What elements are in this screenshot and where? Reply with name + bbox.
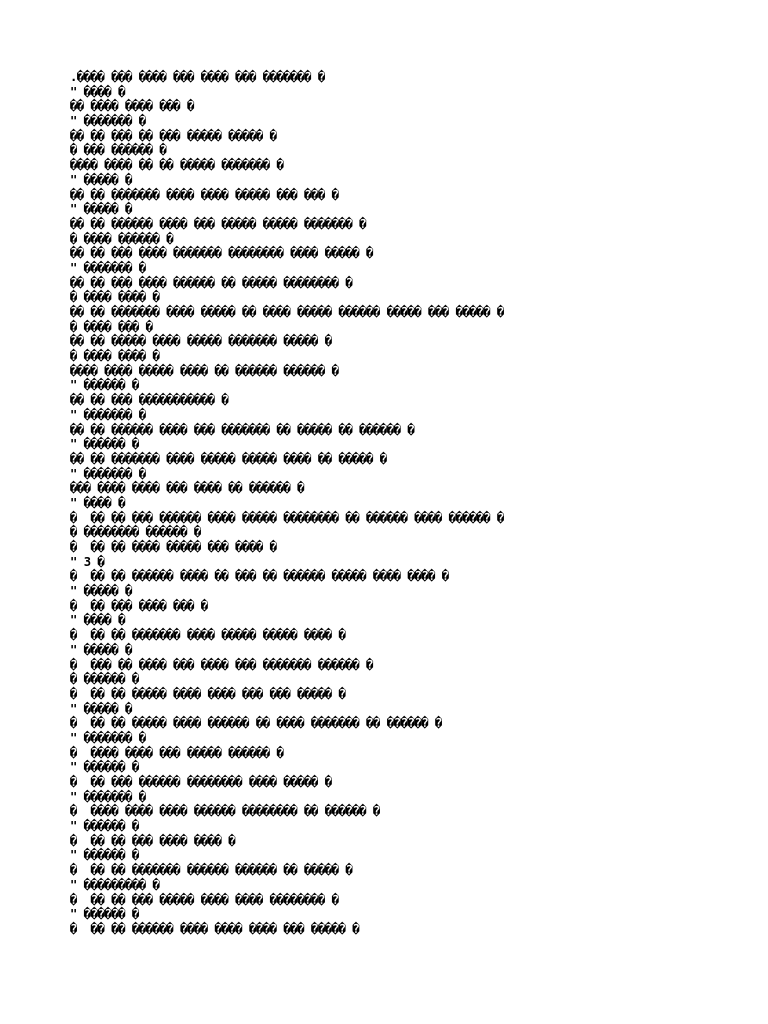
text-line: " ������� � (70, 407, 146, 422)
text-line: " ������� � (70, 114, 146, 129)
text-line: � ��� ������ � (70, 143, 167, 158)
text-line: � �� �� ��� ���� ���� � (70, 833, 236, 848)
text-line: �� �� ������� ���� ���� ����� ��� ��� � (70, 187, 339, 202)
text-line: � �� �� ������� ������ ������ �� ����� � (70, 863, 353, 878)
text-line: " ������ � (70, 848, 139, 863)
text-line: � ���� ���� � (70, 290, 160, 305)
text-line: � ���� ���� ��� ����� ������ � (70, 745, 284, 760)
text-line: " ������ � (70, 378, 139, 393)
text-line: ���� ���� �� �� ����� ������� � (70, 158, 284, 173)
text-line: � �� �� ���� ����� ��� ���� � (70, 540, 277, 554)
text-line: ���� ���� ����� ���� �� ������ ������ � (70, 363, 339, 378)
text-line: �� �� ������ ���� ��� ������� �� ����� �� ������ � (70, 422, 415, 437)
text-line: � ���� ��� � (70, 319, 153, 334)
text-line: � �� �� ������ ���� ���� ���� ��� ����� � (70, 921, 360, 936)
text-line: " ����� � (70, 701, 132, 716)
text-line: � �� �� ������ ���� �� ��� �� ������ ����� ���� ���� � (70, 569, 449, 584)
text-line: " 3 � (70, 554, 105, 569)
text-line: �� ���� ���� ��� � (70, 99, 194, 114)
text-line: " ������ � (70, 907, 139, 922)
text-line: " ����� � (70, 202, 132, 217)
text-line: �� �� ����� ���� ����� ������� ����� � (70, 334, 332, 349)
text-line: � ���� ������ � (70, 231, 174, 246)
text-line: " ��������� � (70, 877, 160, 892)
text-line: �� �� ������� ���� ����� �� ���� ����� ������ ����� ��� ����� � (70, 305, 504, 319)
text-line: " ����� � (70, 642, 132, 657)
text-line: ��� ���� ���� ��� ���� �� ������ � (70, 481, 305, 496)
text-line: �� �� ��� �� ��� ����� ����� � (70, 128, 277, 143)
text-line: " ������� � (70, 730, 146, 745)
text-line: �� �� ��� ���� ������� �������� ���� ����� � (70, 246, 374, 261)
text-line: � �� �� ��� ������ ���� ����� �������� �� ������ ���� ������ � (70, 510, 504, 525)
text-line: � ���� ���� � (70, 349, 160, 364)
text-line: " ����� � (70, 172, 132, 187)
text-line: �� �� ��� ���� ������ �� ����� �������� � (70, 275, 353, 290)
text-line: � ������ � (70, 672, 139, 687)
document-page (70, 70, 750, 937)
text-line: � �������� ������ � (70, 525, 201, 540)
text-line: � �� �� ��� ����� ���� ���� �������� � (70, 892, 339, 907)
text-line: � �� ��� ������ �������� ���� ����� � (70, 775, 332, 789)
text-line: �� �� ������� ���� ����� ����� ���� �� ����� � (70, 451, 387, 466)
text-line: � ��� �� ���� ��� ���� ��� ������� ������ � (70, 657, 374, 672)
text-line: " ������ � (70, 437, 139, 452)
text-line: � �� ��� ���� ��� � (70, 598, 208, 613)
text-line: " ������� � (70, 466, 146, 481)
text-line: " ���� � (70, 84, 126, 99)
text-line: � �� �� ����� ���� ������ �� ���� ������� �� ������ � (70, 716, 442, 731)
text-line: " ������� � (70, 789, 146, 804)
text-line: " ����� � (70, 584, 132, 599)
text-line: .���� ��� ���� ��� ���� ��� ������� � (70, 70, 325, 84)
text-line: �� �� ��� ����������� � (70, 393, 229, 408)
text-line: � ���� ���� ���� ������ �������� �� ������ � (70, 804, 380, 819)
text-line: " ������� � (70, 260, 146, 275)
text-line: " ���� � (70, 613, 126, 628)
text-line: �� �� ������ ���� ��� ����� ����� ������� � (70, 216, 367, 231)
text-line: " ������ � (70, 760, 139, 775)
text-line: " ���� � (70, 495, 126, 510)
text-line: � �� �� ����� ���� ���� ��� ��� ����� � (70, 686, 346, 701)
text-line: " ������ � (70, 819, 139, 834)
text-line: � �� �� ������� ���� ����� ����� ���� � (70, 628, 346, 643)
